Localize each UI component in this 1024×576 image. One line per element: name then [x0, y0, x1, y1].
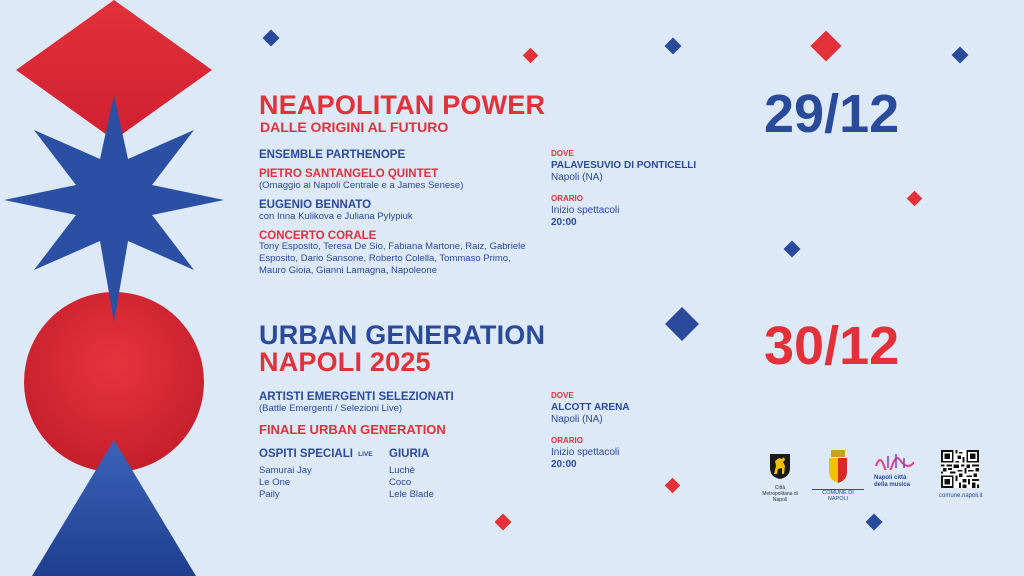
time-label: ORARIO [551, 194, 583, 203]
left-decoration [0, 0, 240, 576]
musica-logo-caption: Napoli città della musica [874, 475, 911, 488]
venue: PALAVESUVIO DI PONTICELLI [551, 160, 697, 171]
guest-name: Paily [259, 489, 280, 500]
time-text: Inizio spettacoli [551, 205, 620, 216]
event2-title: URBAN GENERATION [259, 320, 546, 350]
where-label: DOVE [551, 391, 574, 400]
jury-name: Lele Blade [389, 489, 434, 500]
triangle-shape [32, 440, 196, 576]
qr-code-icon [941, 450, 979, 488]
diamond-shape [523, 48, 539, 64]
event2-title-year: NAPOLI 2025 [259, 347, 431, 377]
where-label: DOVE [551, 149, 574, 158]
artists-heading: ARTISTI EMERGENTI SELEZIONATI [259, 391, 454, 403]
venue: ALCOTT ARENA [551, 402, 630, 413]
lineup-detail: con Inna Kulikova e Juliana Pylypiuk [259, 211, 413, 222]
comune-logo [812, 450, 864, 502]
diamond-shape [866, 514, 883, 531]
comune-logo-caption: COMUNE DI NAPOLI [812, 489, 864, 502]
guests-live-tag: LIVE [358, 451, 373, 458]
lineup-name: PIETRO SANTANGELO QUINTET [259, 168, 439, 180]
diamond-shape [665, 38, 682, 55]
artists-detail: (Battle Emergenti / Selezioni Live) [259, 403, 403, 414]
lineup-name: CONCERTO CORALE [259, 230, 377, 242]
diamond-shape [263, 30, 280, 47]
diamond-shape [907, 191, 923, 207]
jury-name: Coco [389, 477, 412, 488]
lineup-detail: Mauro Gioia, Gianni Lamagna, Napoleone [259, 265, 437, 276]
diamond-shape [784, 241, 801, 258]
event1-subtitle: DALLE ORIGINI AL FUTURO [260, 119, 449, 135]
horse-emblem-icon [768, 452, 792, 480]
guest-name: Le One [259, 477, 291, 488]
diamond-shape [665, 478, 681, 494]
lineup-detail: Tony Esposito, Teresa De Sio, Fabiana Martone, Raiz, Gabriele [259, 241, 526, 252]
guests-heading [259, 447, 373, 462]
musica-logo [874, 452, 920, 489]
qr-block [939, 450, 981, 499]
lineup-name: ENSEMBLE PARTHENOPE [259, 149, 406, 161]
diamond-shape [952, 47, 969, 64]
final-heading: FINALE URBAN GENERATION [259, 422, 446, 437]
metro-logo-caption: Città Metropolitana di Napoli [762, 485, 798, 503]
diamond-shape [810, 30, 841, 61]
city: Napoli (NA) [551, 414, 603, 425]
guests-heading-text: OSPITI SPECIALI [259, 448, 353, 460]
qr-caption: comune.napoli.it [939, 493, 983, 499]
time-label: ORARIO [551, 436, 583, 445]
crest-icon [827, 450, 849, 484]
time-text: Inizio spettacoli [551, 447, 620, 458]
event1-title: NEAPOLITAN POWER [259, 90, 546, 120]
music-wave-icon [874, 452, 914, 470]
event2-date: 30/12 [764, 316, 900, 376]
star-shape [4, 95, 224, 322]
lineup-name: EUGENIO BENNATO [259, 199, 372, 211]
lineup-detail: Esposito, Dario Sansone, Roberto Colella, Tommaso Primo, [259, 253, 511, 264]
jury-name: Luchè [389, 465, 415, 476]
lineup-detail: (Omaggio ai Napoli Centrale e a James Senese) [259, 180, 464, 191]
time: 20:00 [551, 459, 577, 470]
time: 20:00 [551, 217, 577, 228]
jury-heading: GIURIA [389, 448, 430, 460]
event1-date: 29/12 [764, 84, 900, 144]
guest-name: Samurai Jay [259, 465, 312, 476]
metro-logo [760, 452, 800, 503]
diamond-shape [665, 307, 699, 341]
diamond-shape [495, 514, 512, 531]
city: Napoli (NA) [551, 172, 603, 183]
